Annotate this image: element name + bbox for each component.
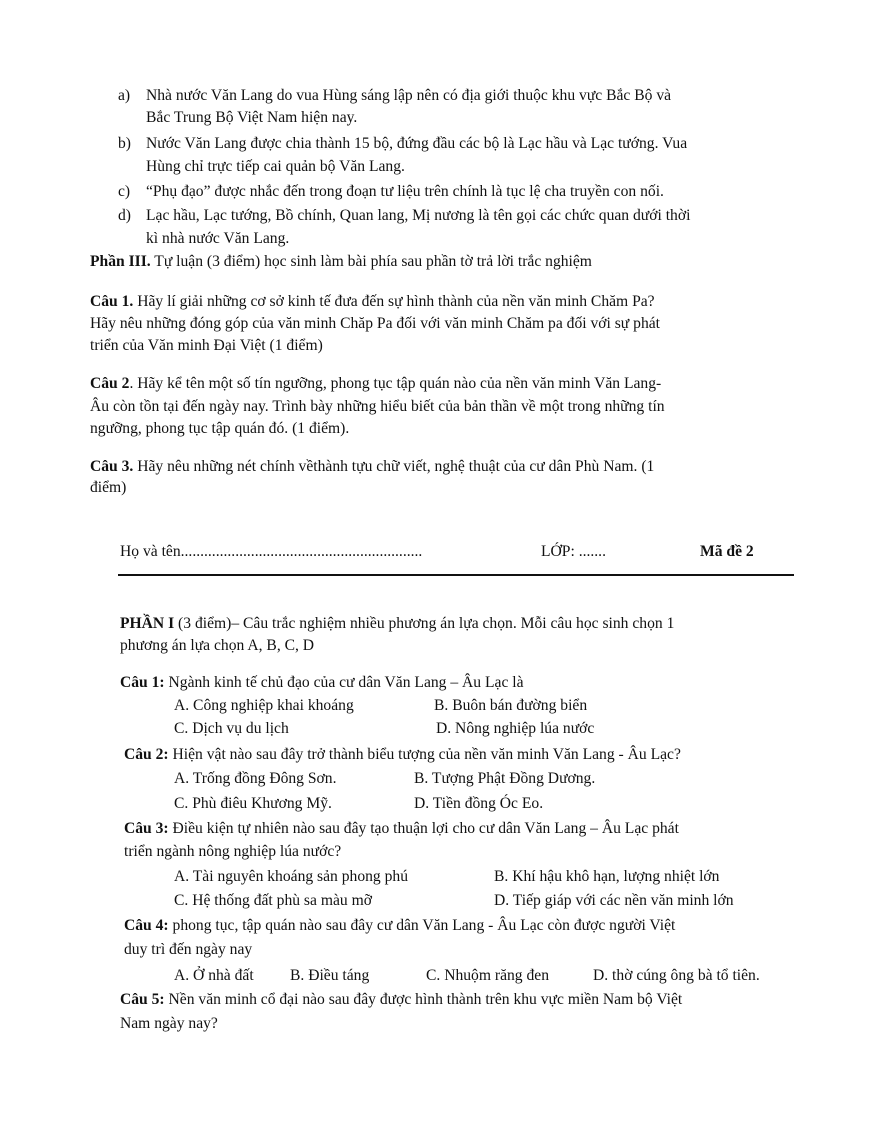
q3-option-c: C. Hệ thống đất phù sa màu mỡ — [174, 892, 372, 909]
q2-option-c: C. Phù điêu Khương Mỹ. — [174, 795, 332, 812]
q2-option-b: B. Tượng Phật Đồng Dương. — [414, 770, 596, 787]
question-3-line2: triển ngành nông nghiệp lúa nước? — [124, 843, 342, 860]
q1-option-c: C. Dịch vụ du lịch — [174, 720, 289, 737]
q4-option-d: D. thờ cúng ông bà tổ tiên. — [593, 967, 760, 984]
q3-option-a: A. Tài nguyên khoáng sản phong phú — [174, 868, 409, 885]
question-4-line2: duy trì đến ngày nay — [124, 941, 253, 958]
statement-d: d) Lạc hầu, Lạc tướng, Bồ chính, Quan lang, Mị nương là tên gọi các chức quan dưới thời — [118, 207, 691, 224]
class-field: LỚP: ....... — [541, 543, 606, 560]
q3-option-b: B. Khí hậu khô hạn, lượng nhiệt lớn — [494, 868, 720, 885]
part3-heading-line: Phần III. Tự luận (3 điểm) học sinh làm bài phía sau phần tờ trả lời trắc nghiệm — [90, 253, 592, 270]
essay-q3: Câu 3. Hãy nêu những nét chính vềthành tựu chữ viết, nghệ thuật của cư dân Phù Nam. (1 — [90, 458, 655, 475]
essay-q1-line2: Hãy nêu những đóng góp của văn minh Chăp Pa đối với văn minh Chăm pa đối với sự phát — [90, 315, 661, 332]
essay-q1-line3: triển của Văn minh Đại Việt (1 điểm) — [90, 337, 323, 354]
essay-q2-line2: Âu còn tồn tại đến ngày nay. Trình bày những hiểu biết của bản thần về một trong những tín — [90, 398, 665, 415]
part1-heading-line: PHẦN I (3 điểm)– Câu trắc nghiệm nhiều phương án lựa chọn. Mỗi câu học sinh chọn 1 — [120, 615, 675, 632]
exam-code: Mã đề 2 — [700, 543, 754, 560]
q4-option-c: C. Nhuộm răng đen — [426, 967, 549, 984]
q4-option-a: A. Ở nhà đất — [174, 967, 254, 984]
essay-q2-line3: ngưỡng, phong tục tập quán đó. (1 điểm). — [90, 420, 350, 437]
q3-option-d: D. Tiếp giáp với các nền văn minh lớn — [494, 892, 734, 909]
question-1: Câu 1: Ngành kinh tế chủ đạo của cư dân Văn Lang – Âu Lạc là — [120, 674, 524, 691]
q1-option-d: D. Nông nghiệp lúa nước — [436, 720, 595, 737]
part1-instruction-line2: phương án lựa chọn A, B, C, D — [120, 637, 315, 654]
statement-a-cont: Bắc Trung Bộ Việt Nam hiện nay. — [146, 109, 358, 126]
statement-c: c) “Phụ đạo” được nhắc đến trong đoạn tư liệu trên chính là tục lệ cha truyền con nối. — [118, 183, 664, 200]
question-5-line2: Nam ngày nay? — [120, 1015, 218, 1032]
header-divider — [118, 574, 794, 576]
q2-option-a: A. Trống đồng Đông Sơn. — [174, 770, 337, 787]
student-name-field: Họ và tên.............................................................. — [120, 543, 423, 560]
essay-q3-line2: điểm) — [90, 479, 127, 496]
essay-q1: Câu 1. Hãy lí giải những cơ sở kinh tế đưa đến sự hình thành của nền văn minh Chăm Pa? — [90, 293, 655, 310]
statement-a: a) Nhà nước Văn Lang do vua Hùng sáng lập nên có địa giới thuộc khu vực Bắc Bộ và — [118, 87, 672, 104]
statement-d-cont: kì nhà nước Văn Lang. — [146, 230, 290, 247]
part1-heading: PHẦN I — [120, 615, 175, 632]
statement-b: b) Nước Văn Lang được chia thành 15 bộ, đứng đầu các bộ là Lạc hầu và Lạc tướng. Vua — [118, 135, 688, 152]
q2-option-d: D. Tiền đồng Óc Eo. — [414, 795, 544, 812]
question-4: Câu 4: phong tục, tập quán nào sau đây cư dân Văn Lang - Âu Lạc còn được người Việt — [124, 917, 676, 934]
essay-q2: Câu 2. Hãy kể tên một số tín ngưỡng, phong tục tập quán nào của nền văn minh Văn Lang- — [90, 375, 662, 392]
question-5: Câu 5: Nền văn minh cổ đại nào sau đây được hình thành trên khu vực miền Nam bộ Việt — [120, 991, 683, 1008]
question-2: Câu 2: Hiện vật nào sau đây trở thành biểu tượng của nền văn minh Văn Lang - Âu Lạc? — [124, 746, 681, 763]
q1-option-b: B. Buôn bán đường biển — [434, 697, 588, 714]
q4-option-b: B. Điều táng — [290, 967, 370, 984]
q1-option-a: A. Công nghiệp khai khoáng — [174, 697, 354, 714]
part3-heading: Phần III. — [90, 253, 151, 270]
question-3: Câu 3: Điều kiện tự nhiên nào sau đây tạo thuận lợi cho cư dân Văn Lang – Âu Lạc phát — [124, 820, 679, 837]
statement-b-cont: Hùng chỉ trực tiếp cai quản bộ Văn Lang. — [146, 158, 405, 175]
